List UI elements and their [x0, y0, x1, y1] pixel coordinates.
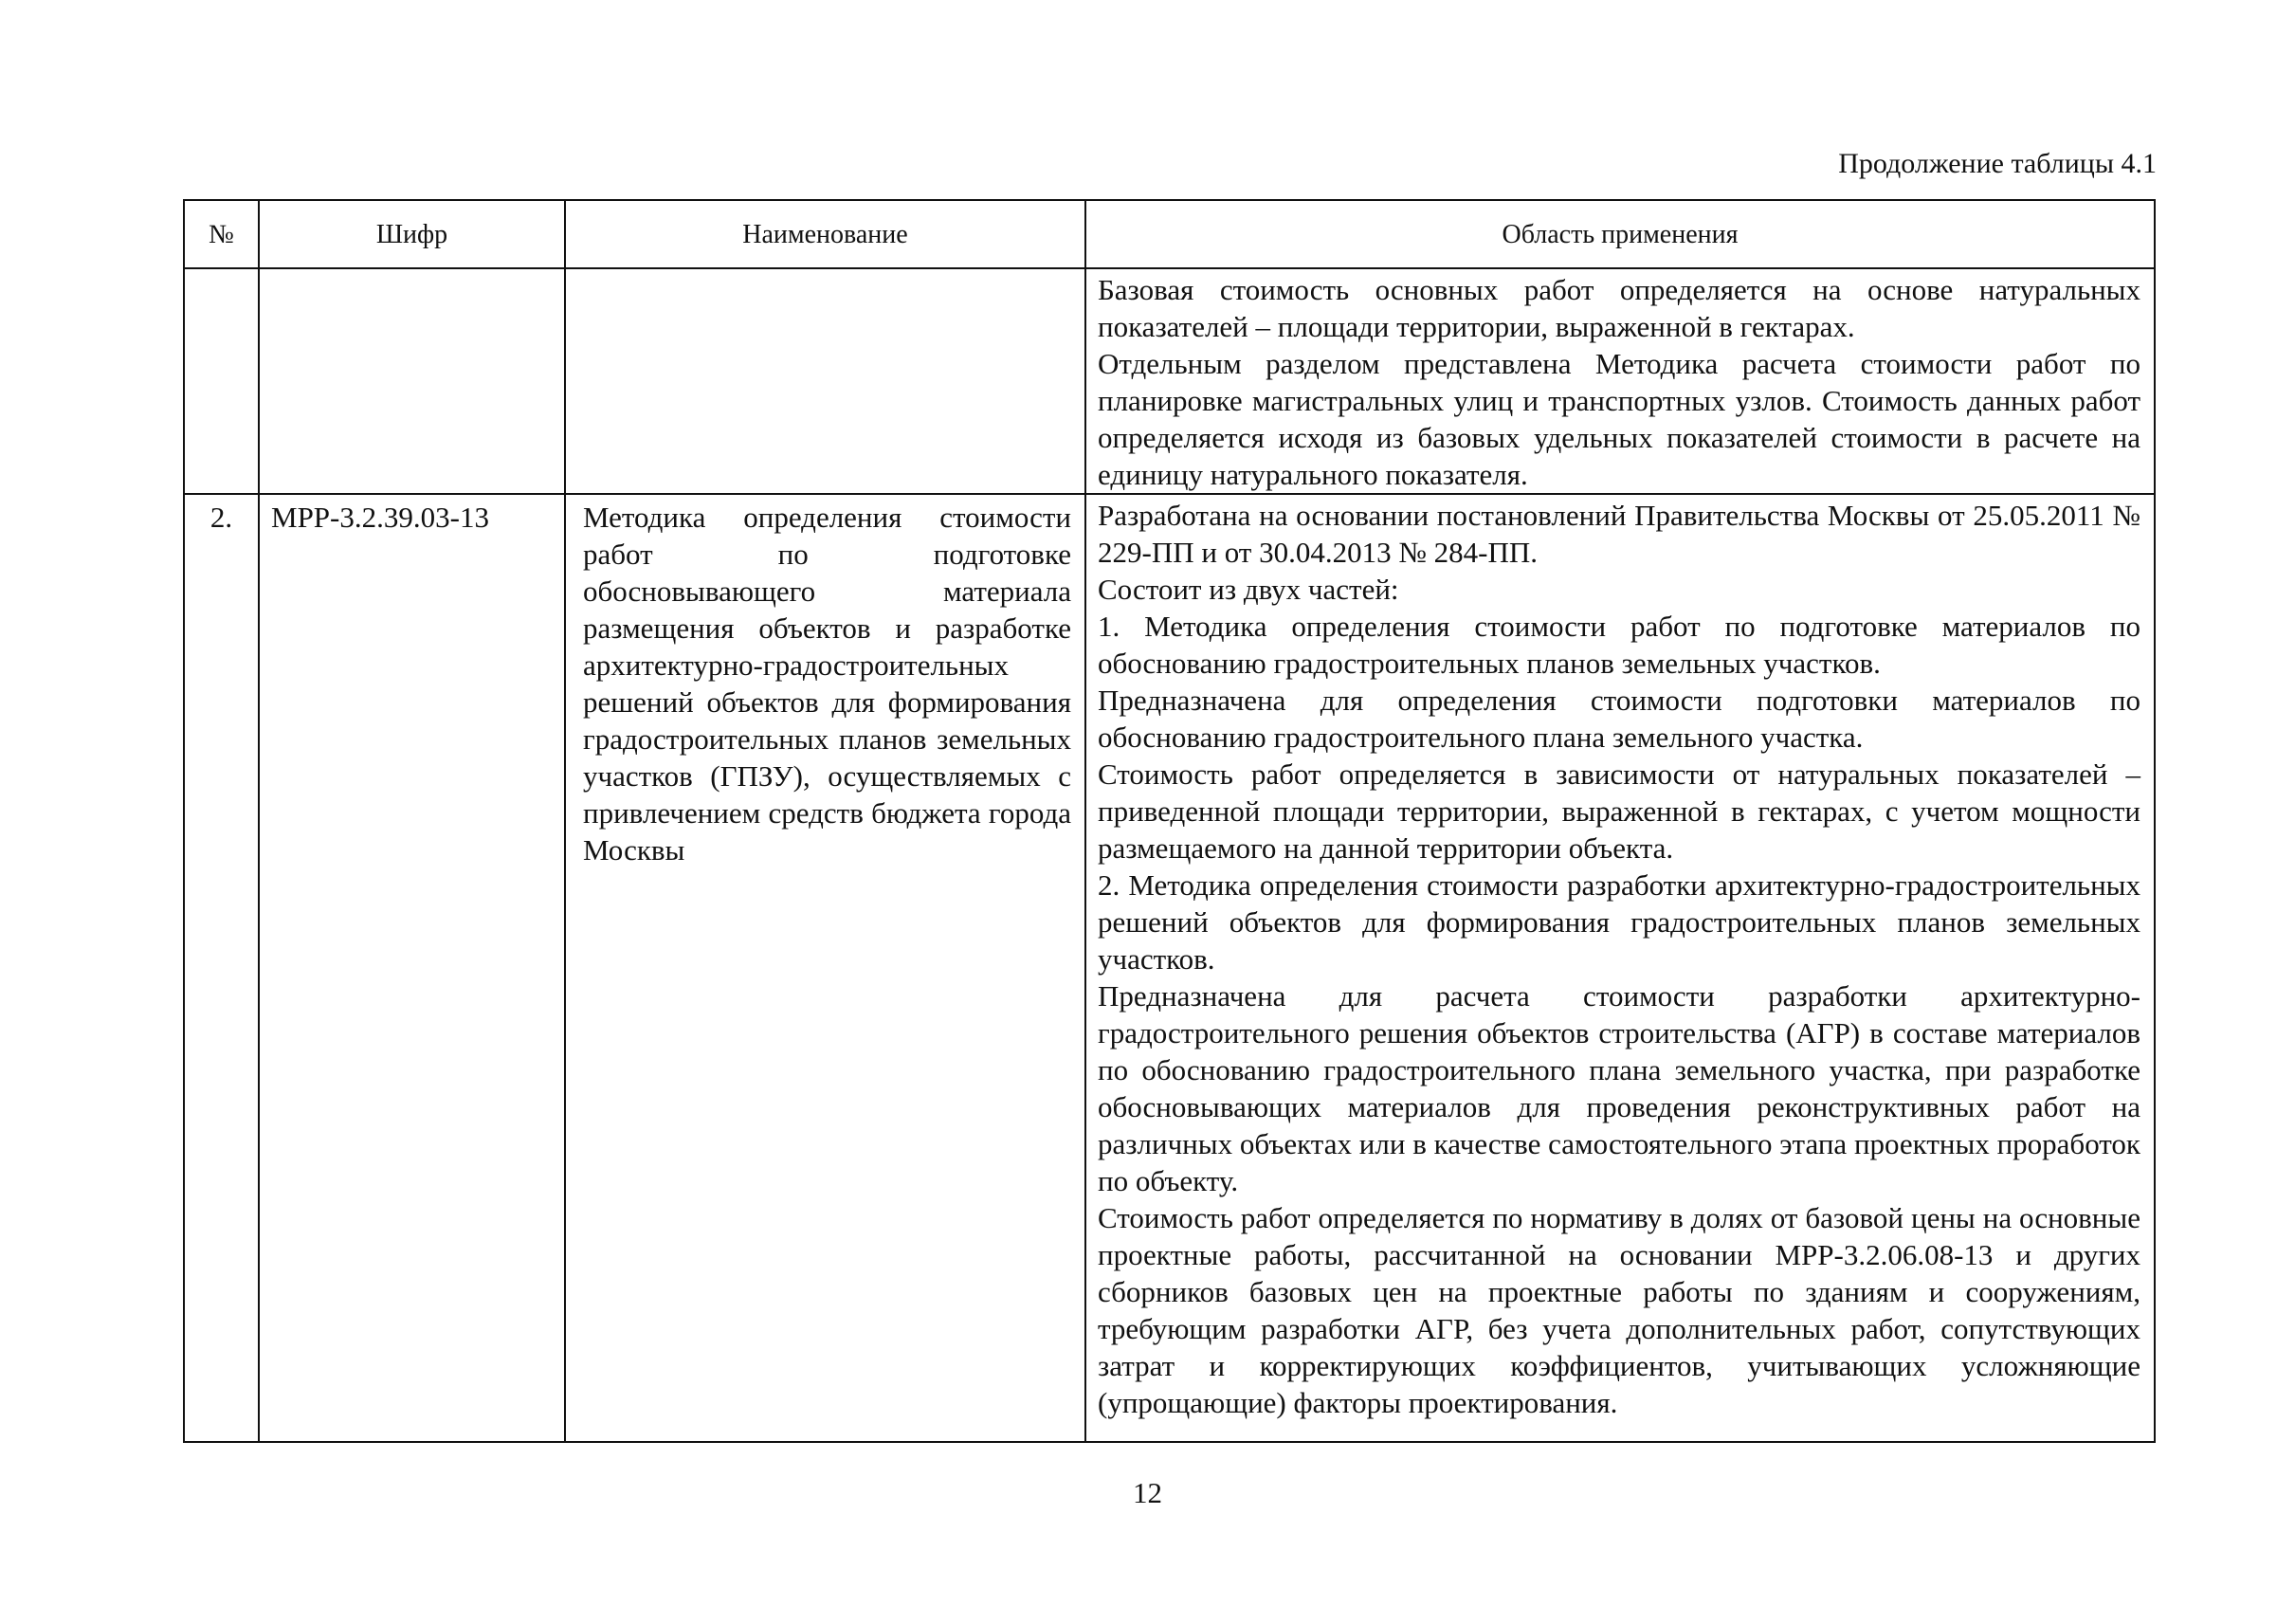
- table-header-row: [184, 200, 2155, 268]
- row-scope-cell: [1085, 494, 2155, 1442]
- scope-paragraph: 2. Методика определения стоимости разработки архитектурно-градостроительных решений объектов для формирования градостроительных планов земельных участков.: [1098, 868, 2140, 976]
- row-code-cell: [259, 268, 565, 494]
- table-continuation-label: Продолжение таблицы 4.1: [1838, 148, 2157, 179]
- row-number-cell: [184, 268, 259, 494]
- table-row: [184, 494, 2155, 1442]
- column-header-name: Наименование: [565, 200, 1085, 268]
- row-name-cell: [565, 268, 1085, 494]
- row-number-cell: 2.: [184, 494, 259, 1442]
- column-header-scope: Область применения: [1085, 200, 2155, 268]
- scope-paragraph: Отдельным разделом представлена Методика расчета стоимости работ по планировке магистральных улиц и транспортных узлов. Стоимость данных работ определяется исходя из базовых удельных показателей стоимости в расчете на единицу натурального показателя.: [1098, 347, 2140, 491]
- page-number: 12: [1133, 1476, 1162, 1509]
- scope-paragraph: Базовая стоимость основных работ определяется на основе натуральных показателей – площади территории, выраженной в гектарах.: [1098, 273, 2140, 343]
- table-row: [184, 268, 2155, 494]
- scope-paragraph: Предназначена для определения стоимости подготовки материалов по обоснованию градостроительного плана земельного участка.: [1098, 684, 2140, 754]
- column-header-code: Шифр: [259, 200, 565, 268]
- standards-table: [183, 199, 2156, 1443]
- row-code-cell: МРР-3.2.39.03-13: [259, 494, 565, 1442]
- row-scope-cell: [1085, 268, 2155, 494]
- scope-paragraph: Стоимость работ определяется в зависимости от натуральных показателей – приведенной площади территории, выраженной в гектарах, с учетом мощности размещаемого на данной территории объекта.: [1098, 757, 2140, 865]
- scope-paragraph: Состоит из двух частей:: [1098, 573, 1399, 606]
- column-header-number: №: [184, 200, 259, 268]
- scope-paragraph: 1. Методика определения стоимости работ по подготовке материалов по обоснованию градостроительных планов земельных участков.: [1098, 610, 2140, 680]
- scope-paragraph: Предназначена для расчета стоимости разработки архитектурно-градостроительного решения объектов строительства (АГР) в составе материалов по обоснованию градостроительного плана земельного участка, при разработке обосновывающих материалов для проведения реконструктивных работ на различных объектах или в качестве самостоятельного этапа проектных проработок по объекту.: [1098, 979, 2140, 1197]
- scope-paragraph: Разработана на основании постановлений Правительства Москвы от 25.05.2011 № 229-ПП и от 30.04.2013 № 284-ПП.: [1098, 499, 2140, 569]
- scope-paragraph: Стоимость работ определяется по нормативу в долях от базовой цены на основные проектные работы, рассчитанной на основании МРР-3.2.06.08-13 и других сборников базовых цен на проектные работы по зданиям и сооружениям, требующим разработки АГР, без учета дополнительных работ, сопутствующих затрат и корректирующих коэффициентов, учитывающих усложняющие (упрощающие) факторы проектирования.: [1098, 1201, 2140, 1419]
- row-name-cell: Методика определения стоимости работ по подготовке обосновывающего материала размещения объектов и разработке архитектурно-градостроительных решений объектов для формирования градостроительных планов земельных участков (ГПЗУ), осуществляемых с привлечением средств бюджета города Москвы: [565, 494, 1085, 1442]
